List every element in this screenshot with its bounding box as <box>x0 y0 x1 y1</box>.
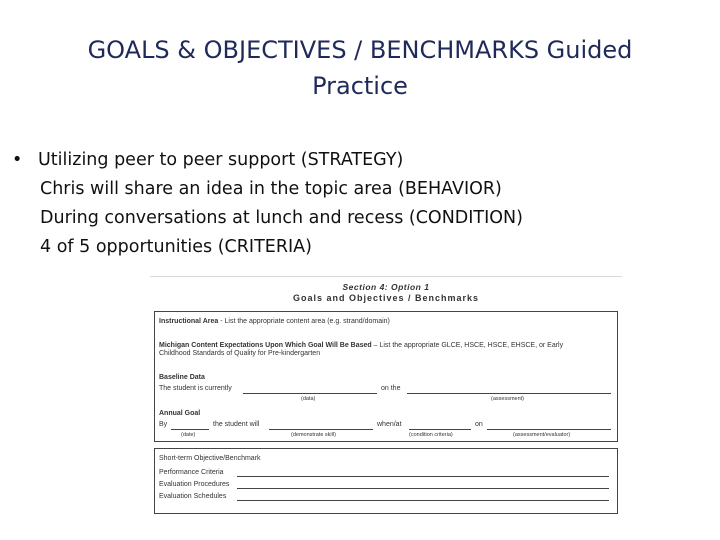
eval-schedules-line <box>237 500 609 501</box>
annual-skill-caption: (demonstrate skill) <box>291 432 336 438</box>
annual-assessment-line <box>487 429 611 430</box>
baseline-assessment-line <box>407 393 611 394</box>
annual-when: when/at <box>377 421 402 428</box>
annual-skill-line <box>269 429 373 430</box>
instructional-area-label: Instructional Area <box>159 318 219 325</box>
bullet-line-condition: During conversations at lunch and recess (CONDITION) <box>40 208 523 228</box>
michigan-row <box>159 342 563 350</box>
annual-condition-caption: (condition criteria) <box>409 432 453 438</box>
bullet-item <box>10 146 690 175</box>
eval-procedures-label: Evaluation Procedures <box>159 481 230 488</box>
title-line-2: Practice <box>312 72 408 100</box>
eval-schedules-label: Evaluation Schedules <box>159 493 227 500</box>
goals-form-image <box>150 276 622 516</box>
title-line-1: GOALS & OBJECTIVES / BENCHMARKS Guided <box>87 36 633 64</box>
short-term-label: Short-term Objective/Benchmark <box>159 455 261 462</box>
baseline-label: Baseline Data <box>159 374 205 381</box>
annual-condition-line <box>409 429 471 430</box>
annual-date-line <box>171 429 209 430</box>
baseline-text: The student is currently <box>159 385 232 392</box>
bullet-line-behavior: Chris will share an idea in the topic area (BEHAVIOR) <box>40 179 502 199</box>
form-objective-box <box>154 448 618 514</box>
form-heading: Goals and Objectives / Benchmarks <box>292 293 480 303</box>
annual-by: By <box>159 421 168 428</box>
form-top-divider <box>150 276 622 277</box>
slide-title <box>20 32 700 104</box>
instructional-area-text: - List the appropriate content area (e.g. strand/domain) <box>220 318 390 325</box>
annual-goal-label: Annual Goal <box>159 410 201 417</box>
annual-assessment-caption: (assessment/evaluator) <box>513 432 571 438</box>
performance-criteria-label: Performance Criteria <box>159 469 224 476</box>
michigan-text-1: – List the appropriate GLCE, HSCE, HSCE, EHSCE, or Early <box>373 342 564 349</box>
annual-date-caption: (date) <box>181 432 196 438</box>
annual-will: the student will <box>213 421 260 428</box>
bullet-line-strategy: Utilizing peer to peer support (STRATEGY) <box>38 150 404 170</box>
form-goal-box <box>154 311 618 442</box>
bullet-icon: • <box>12 150 23 170</box>
michigan-text-2: Childhood Standards of Quality for Pre-kindergarten <box>159 350 321 357</box>
instructional-area-row <box>159 318 390 326</box>
baseline-data-line <box>243 393 377 394</box>
bullet-line-criteria: 4 of 5 opportunities (CRITERIA) <box>40 237 312 257</box>
performance-criteria-line <box>237 476 609 477</box>
form-section-label: Section 4: Option 1 <box>342 282 430 292</box>
annual-on: on <box>475 421 483 428</box>
eval-procedures-line <box>237 488 609 489</box>
michigan-label: Michigan Content Expectations Upon Which Goal Will Be Based <box>159 342 372 349</box>
bullet-list <box>10 146 690 262</box>
baseline-assessment-caption: (assessment) <box>491 396 525 402</box>
baseline-on: on the <box>381 385 401 392</box>
baseline-data-caption: (data) <box>301 396 316 402</box>
